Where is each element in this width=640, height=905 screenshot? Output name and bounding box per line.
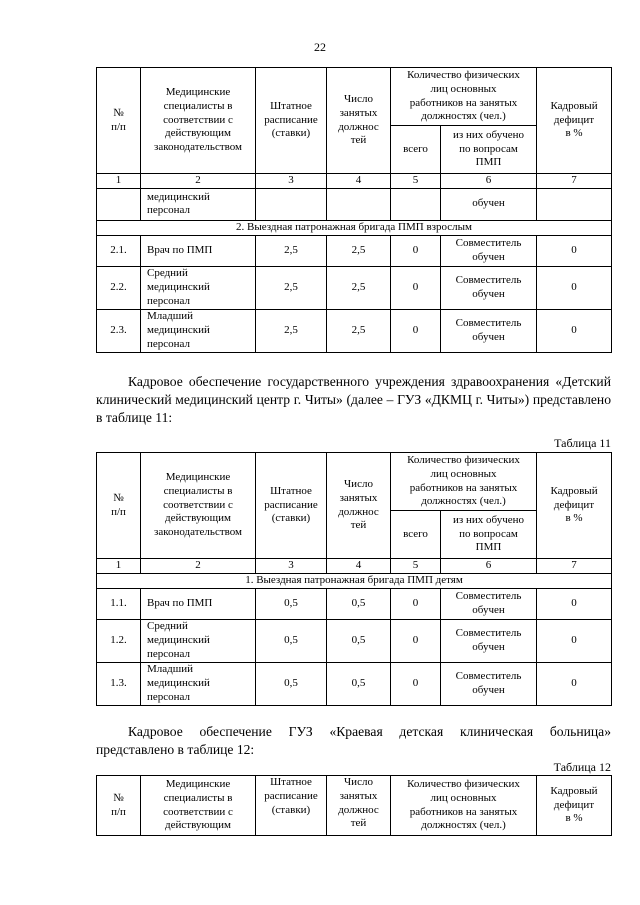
cell-total: 0: [391, 309, 441, 352]
section-title: 1. Выездная патронажная бригада ПМП детям: [97, 573, 612, 588]
header-occupied: Число занятых должнос тей: [327, 776, 391, 836]
cell-deficit: 0: [537, 235, 612, 266]
staffing-table-continued: [96, 67, 612, 353]
cell-deficit: 0: [537, 309, 612, 352]
header-specialists: Медицинские специалисты в соответствии с действующим: [141, 776, 256, 836]
colnum: 2: [141, 174, 256, 189]
cell-num: 2.3.: [97, 309, 141, 352]
header-num: № п/п: [97, 776, 141, 836]
paragraph-kdkb: Кадровое обеспечение ГУЗ «Краевая детская клиническая больница» представлено в таблице 12:: [96, 724, 611, 757]
header-count-group: Количество физических лиц основных работников на занятых должностях (чел.): [391, 453, 537, 511]
cell-num: 1.1.: [97, 588, 141, 619]
paragraph-dkmc: Кадровое обеспечение государственного учреждения здравоохранения «Детский клинический медицинский центр г. Читы» (далее – ГУЗ «ДКМЦ г. Читы») представлено в таблице 11:: [96, 374, 611, 425]
colnum: 2: [141, 559, 256, 574]
cell-name: медицинский персонал: [141, 188, 256, 220]
table-11-caption: Таблица 11: [554, 436, 611, 450]
page-number: 22: [314, 40, 326, 54]
table-row: [97, 588, 612, 619]
table-row: [97, 188, 612, 220]
cell-total: 0: [391, 662, 441, 705]
header-staff: Штатное расписание (ставки): [256, 68, 327, 174]
cell-staff: 0,5: [256, 662, 327, 705]
cell-name: Средний медицинский персонал: [141, 266, 256, 309]
cell-occupied: 2,5: [327, 235, 391, 266]
cell-staff: 2,5: [256, 266, 327, 309]
cell-trained: обучен: [441, 188, 537, 220]
cell-occupied: 0,5: [327, 588, 391, 619]
staffing-table-11: [96, 452, 612, 706]
header-occupied: Число занятых должнос тей: [327, 68, 391, 174]
colnum: 7: [537, 174, 612, 189]
header-total: всего: [391, 511, 441, 559]
cell-total: 0: [391, 588, 441, 619]
colnum: 5: [391, 174, 441, 189]
table-12-caption: Таблица 12: [553, 760, 611, 774]
cell-occupied: 2,5: [327, 266, 391, 309]
colnum: 4: [327, 174, 391, 189]
table-row: [97, 309, 612, 352]
section-title: 2. Выездная патронажная бригада ПМП взрослым: [97, 220, 612, 235]
header-staff: Штатное расписание (ставки): [256, 776, 327, 836]
colnum: 1: [97, 174, 141, 189]
colnum: 3: [256, 559, 327, 574]
colnum: 4: [327, 559, 391, 574]
header-num: № п/п: [97, 68, 141, 174]
cell-total: 0: [391, 619, 441, 662]
cell-trained: Совместитель обучен: [441, 662, 537, 705]
cell-occupied: 2,5: [327, 309, 391, 352]
cell-trained: Совместитель обучен: [441, 309, 537, 352]
staffing-table-12: [96, 775, 612, 836]
colnum: 3: [256, 174, 327, 189]
cell-staff: 0,5: [256, 588, 327, 619]
cell-staff: 2,5: [256, 235, 327, 266]
colnum: 7: [537, 559, 612, 574]
cell-num: 2.1.: [97, 235, 141, 266]
cell-num: 1.2.: [97, 619, 141, 662]
table-row: [97, 235, 612, 266]
cell-name: Врач по ПМП: [141, 235, 256, 266]
cell-deficit: 0: [537, 266, 612, 309]
cell-staff: 2,5: [256, 309, 327, 352]
header-specialists: Медицинские специалисты в соответствии с действующим законодательством: [141, 453, 256, 559]
header-trained: из них обучено по вопросам ПМП: [441, 511, 537, 559]
colnum: 1: [97, 559, 141, 574]
cell-num: 2.2.: [97, 266, 141, 309]
cell-deficit: 0: [537, 588, 612, 619]
cell-occupied: 0,5: [327, 619, 391, 662]
header-deficit: Кадровый дефицит в %: [537, 68, 612, 174]
header-deficit: Кадровый дефицит в %: [537, 776, 612, 836]
header-count-group: Количество физических лиц основных работников на занятых должностях (чел.): [391, 776, 537, 836]
header-count-group: Количество физических лиц основных работников на занятых должностях (чел.): [391, 68, 537, 126]
table-row: [97, 662, 612, 705]
header-specialists: Медицинские специалисты в соответствии с действующим законодательством: [141, 68, 256, 174]
header-deficit: Кадровый дефицит в %: [537, 453, 612, 559]
header-occupied: Число занятых должнос тей: [327, 453, 391, 559]
header-total: всего: [391, 126, 441, 174]
cell-name: Средний медицинский персонал: [141, 619, 256, 662]
cell-deficit: 0: [537, 619, 612, 662]
cell-occupied: 0,5: [327, 662, 391, 705]
table-row: [97, 266, 612, 309]
colnum: 6: [441, 559, 537, 574]
header-staff: Штатное расписание (ставки): [256, 453, 327, 559]
cell-trained: Совместитель обучен: [441, 235, 537, 266]
cell-deficit: 0: [537, 662, 612, 705]
header-num: № п/п: [97, 453, 141, 559]
cell-trained: Совместитель обучен: [441, 588, 537, 619]
cell-trained: Совместитель обучен: [441, 619, 537, 662]
cell-staff: 0,5: [256, 619, 327, 662]
cell-trained: Совместитель обучен: [441, 266, 537, 309]
colnum: 5: [391, 559, 441, 574]
table-row: [97, 619, 612, 662]
cell-total: 0: [391, 235, 441, 266]
colnum: 6: [441, 174, 537, 189]
cell-name: Врач по ПМП: [141, 588, 256, 619]
cell-total: 0: [391, 266, 441, 309]
header-trained: из них обучено по вопросам ПМП: [441, 126, 537, 174]
cell-name: Младший медицинский персонал: [141, 309, 256, 352]
cell-name: Младший медицинский персонал: [141, 662, 256, 705]
cell-num: 1.3.: [97, 662, 141, 705]
